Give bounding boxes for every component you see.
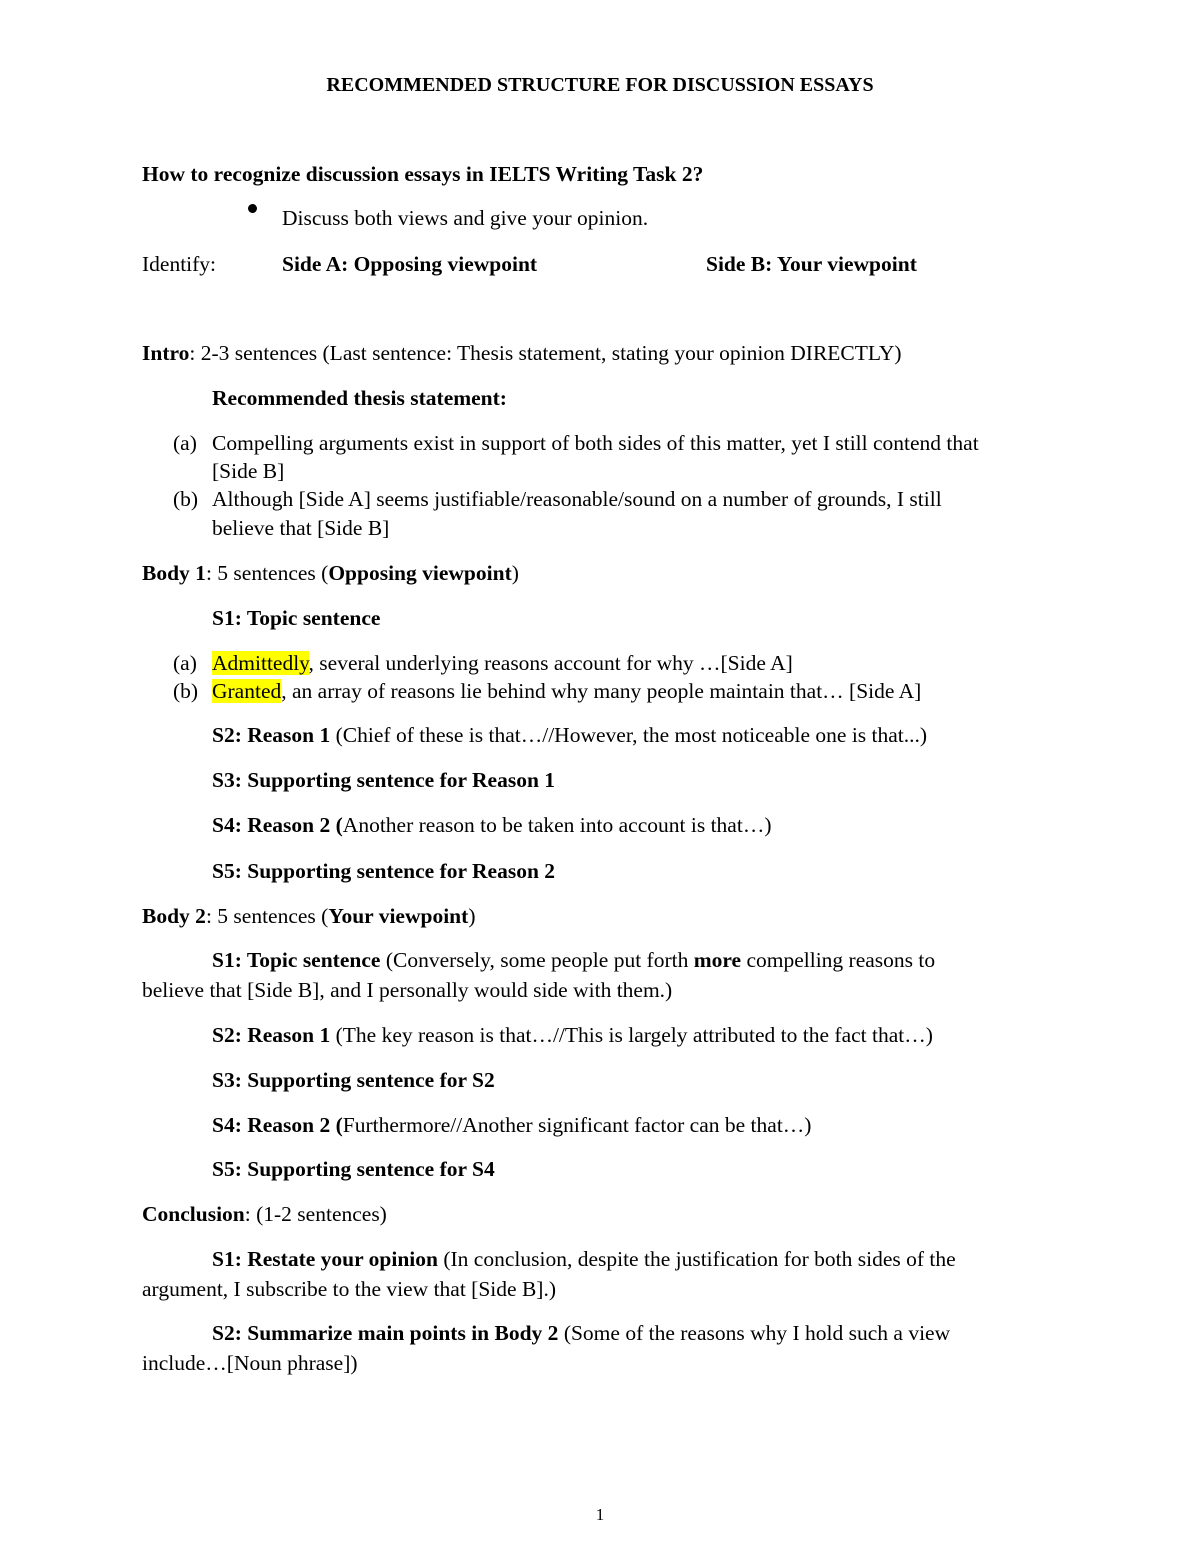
body1-s1: S1: Topic sentence <box>212 606 381 630</box>
highlight-admittedly: Admittedly <box>212 651 309 675</box>
document-title: RECOMMENDED STRUCTURE FOR DISCUSSION ESSAYS <box>326 74 874 96</box>
body1-s2: S2: Reason 1 (Chief of these is that…//However, the most noticeable one is that...) <box>212 723 928 747</box>
thesis-heading: Recommended thesis statement: <box>212 386 507 410</box>
question-heading: How to recognize discussion essays in IELTS Writing Task 2? <box>142 162 704 186</box>
intro-item-a-line1: Compelling arguments exist in support of both sides of this matter, yet I still contend that <box>212 431 979 455</box>
body1-item-a-label: (a) <box>173 651 197 675</box>
body2-s2: S2: Reason 1 (The key reason is that…//This is largely attributed to the fact that…) <box>212 1023 933 1047</box>
page-number: 1 <box>595 1505 605 1524</box>
body2-line: Body 2: 5 sentences (Your viewpoint) <box>142 904 476 928</box>
body1-line: Body 1: 5 sentences (Opposing viewpoint) <box>142 561 519 585</box>
identify-label: Identify: <box>142 252 217 276</box>
bullet-text: Discuss both views and give your opinion. <box>282 206 649 230</box>
intro-item-b-label: (b) <box>173 487 199 511</box>
intro-item-b-line2: believe that [Side B] <box>212 516 390 540</box>
side-b-label: Side B: Your viewpoint <box>706 252 917 276</box>
intro-item-a-label: (a) <box>173 431 197 455</box>
side-a-label: Side A: Opposing viewpoint <box>282 252 538 276</box>
body2-s4: S4: Reason 2 (Furthermore//Another significant factor can be that…) <box>212 1113 812 1137</box>
body1-item-a: Admittedly, several underlying reasons account for why …[Side A] <box>212 651 793 675</box>
body2-s3: S3: Supporting sentence for S2 <box>212 1068 495 1092</box>
body1-s4: S4: Reason 2 (Another reason to be taken into account is that…) <box>212 813 772 837</box>
conclusion-s1-line2: argument, I subscribe to the view that [Side B].) <box>142 1277 556 1301</box>
intro-item-a-line2: [Side B] <box>212 459 285 483</box>
body1-s5: S5: Supporting sentence for Reason 2 <box>212 859 556 883</box>
intro-line: Intro: 2-3 sentences (Last sentence: Thesis statement, stating your opinion DIRECTLY) <box>142 341 902 365</box>
conclusion-s2-line2: include…[Noun phrase]) <box>142 1351 358 1375</box>
body2-s1-line2: believe that [Side B], and I personally would side with them.) <box>142 978 673 1002</box>
highlight-granted: Granted <box>212 679 282 703</box>
bullet-icon <box>248 204 257 213</box>
body1-item-b-label: (b) <box>173 679 199 703</box>
body1-s3: S3: Supporting sentence for Reason 1 <box>212 768 556 792</box>
body2-s1: S1: Topic sentence (Conversely, some people put forth more compelling reasons to <box>212 948 936 972</box>
conclusion-line: Conclusion: (1-2 sentences) <box>142 1202 387 1226</box>
conclusion-s2: S2: Summarize main points in Body 2 (Some of the reasons why I hold such a view <box>212 1321 951 1345</box>
conclusion-s1: S1: Restate your opinion (In conclusion, despite the justification for both sides of the <box>212 1247 956 1271</box>
intro-item-b-line1: Although [Side A] seems justifiable/reasonable/sound on a number of grounds, I still <box>212 487 942 511</box>
body1-item-b: Granted, an array of reasons lie behind why many people maintain that… [Side A] <box>212 679 922 703</box>
body2-s5: S5: Supporting sentence for S4 <box>212 1157 495 1181</box>
